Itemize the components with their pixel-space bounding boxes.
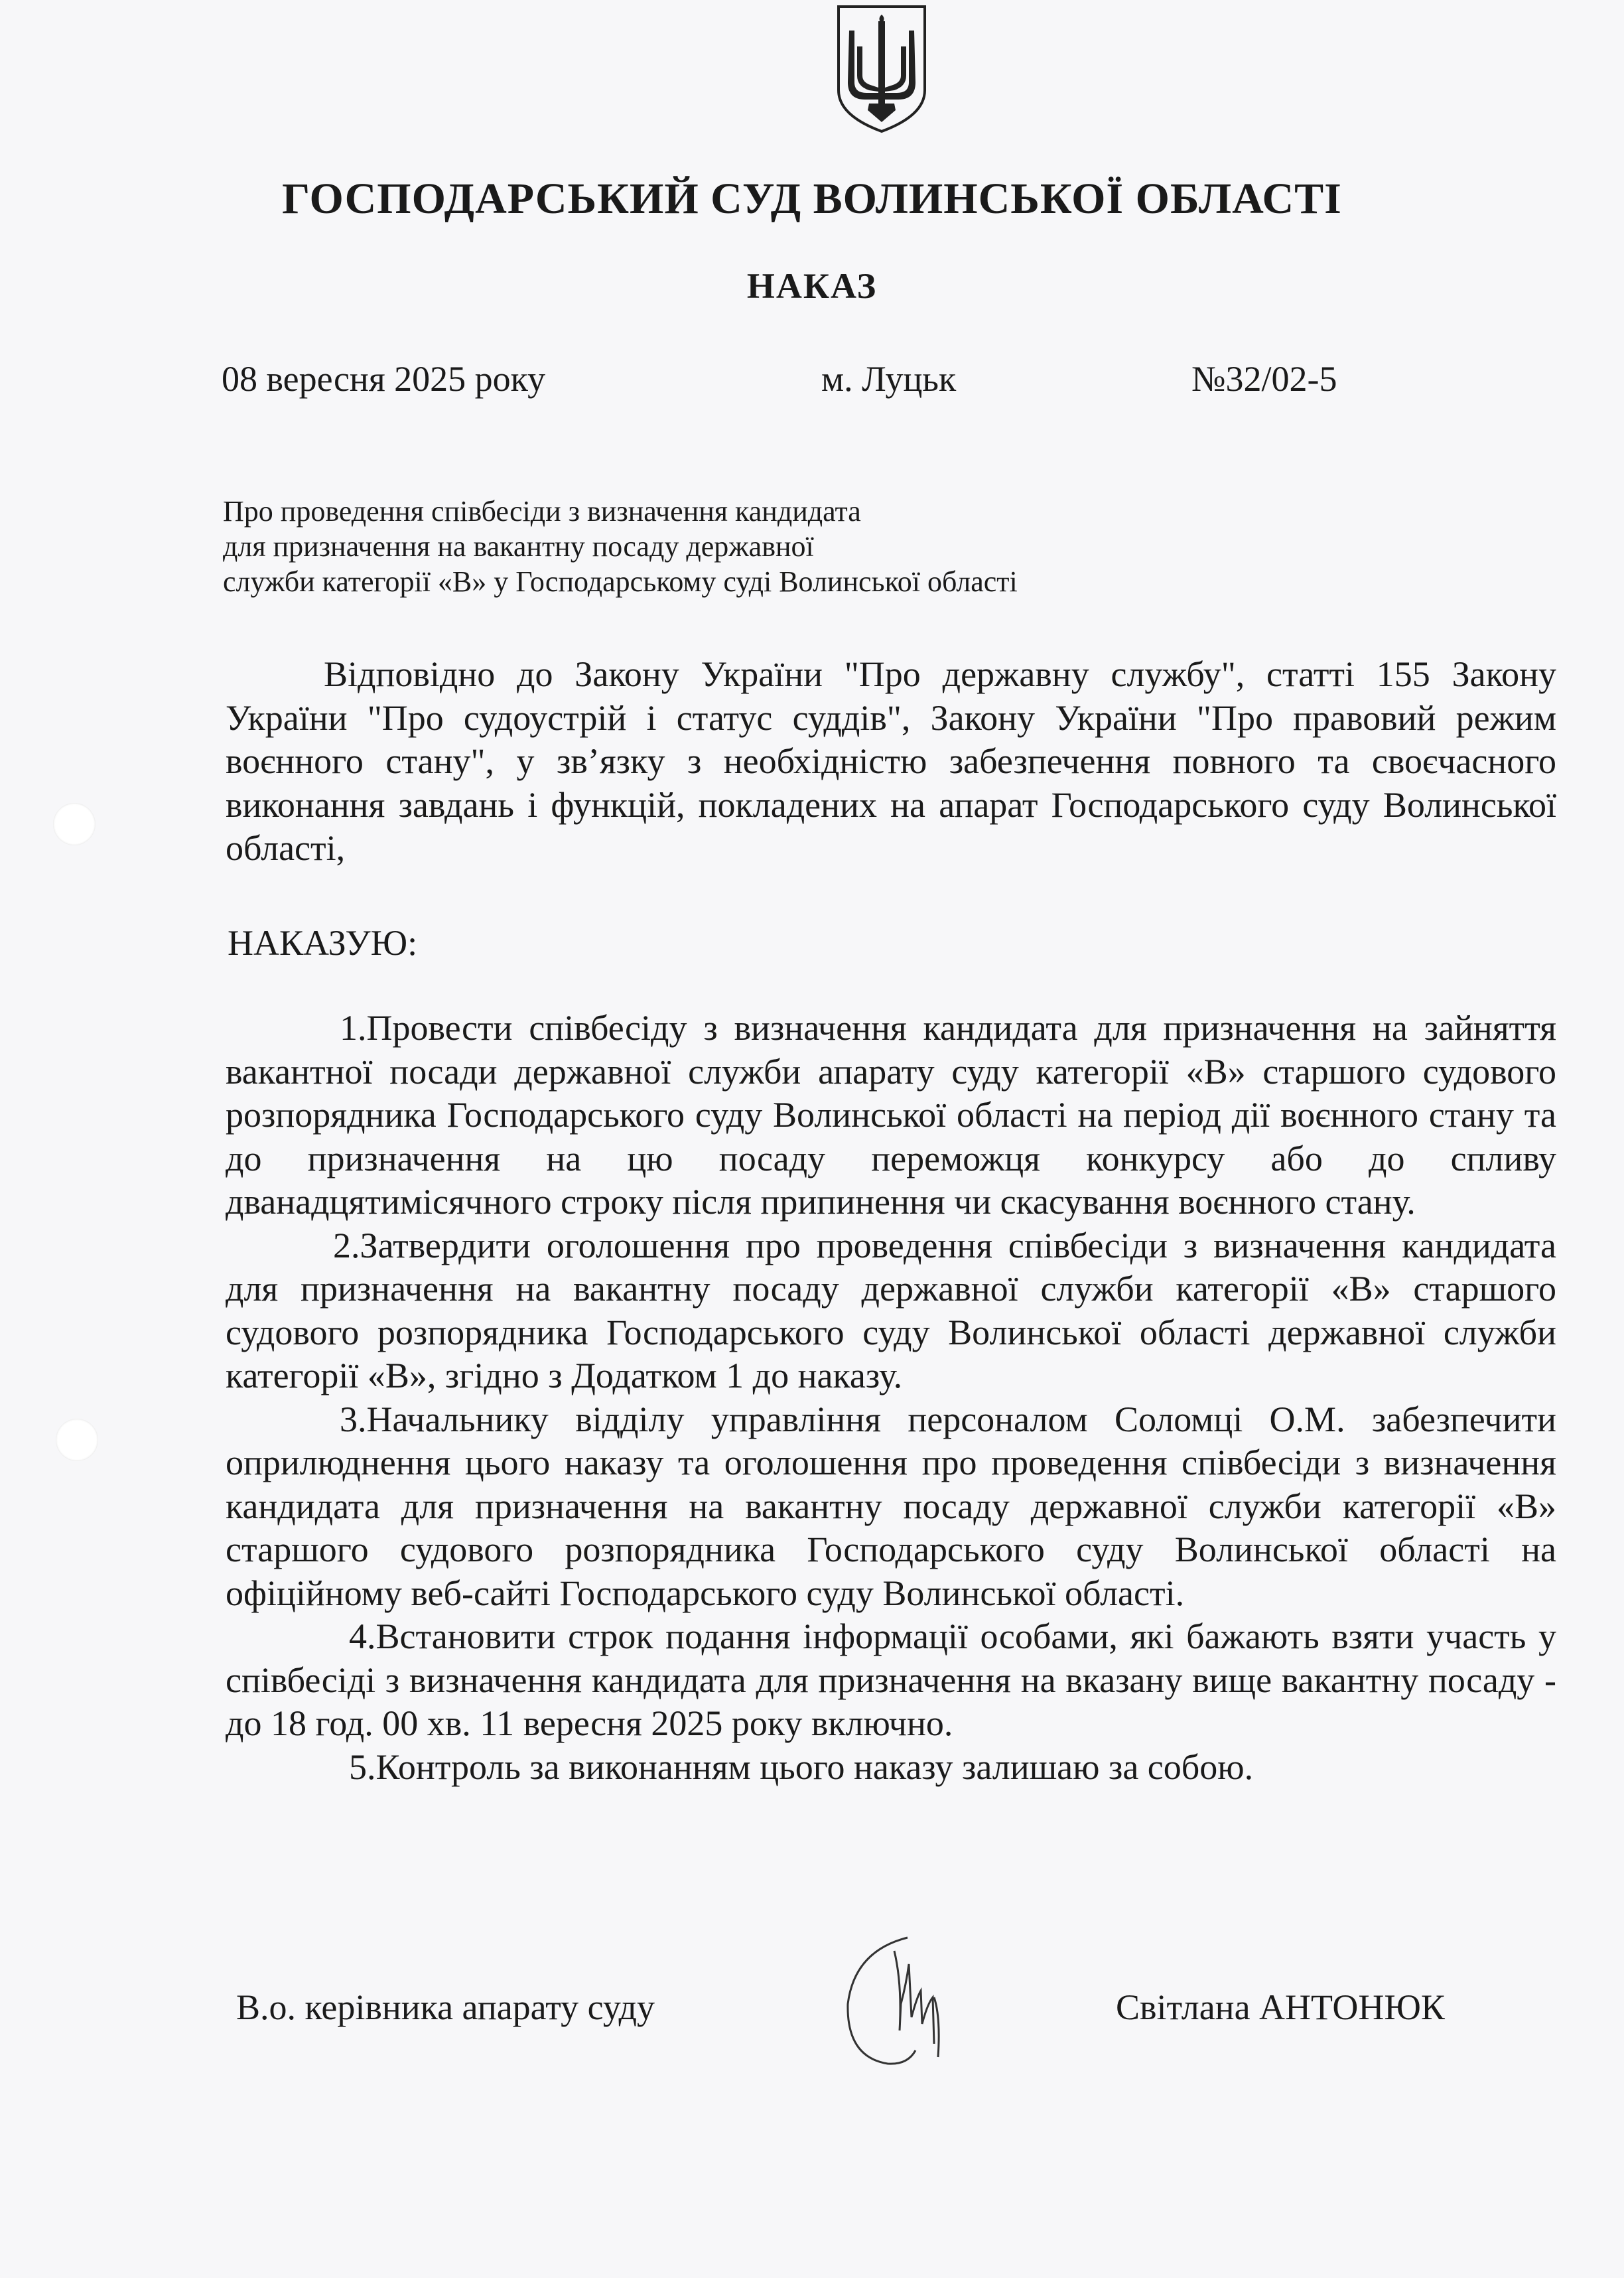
- order-subject: [223, 494, 1218, 599]
- punch-hole: [53, 803, 96, 845]
- preamble-paragraph: Відповідно до Закону України "Про державну службу", статті 155 Закону України "Про судоустрій і статус суддів", Закону України "Про правовий режим воєнного стану", у зв’язку з необхідністю забезпечення повного та своєчасного виконання завдань і функцій, покладених на апарат Господарського суду Волинської області,: [226, 654, 1556, 868]
- signatory-title: В.о. керівника апарату суду: [236, 1987, 655, 2027]
- subject-line: служби категорії «В» у Господарському суді Волинської області: [223, 565, 1018, 598]
- handwritten-signature-icon: [828, 1924, 981, 2084]
- order-word: НАКАЗУЮ:: [228, 923, 418, 963]
- punch-hole: [56, 1419, 98, 1461]
- ukraine-trident-emblem-icon: [835, 4, 929, 134]
- order-item: 5.Контроль за виконанням цього наказу залишаю за собою.: [349, 1746, 1254, 1787]
- preamble: [226, 653, 1556, 871]
- order-city: м. Луцьк: [821, 359, 957, 399]
- order-number: №32/02-5: [1191, 359, 1337, 399]
- order-item: 1.Провести співбесіду з визначення кандидата для призначення на зайняття вакантної посади державної служби апарату суду категорії «В» старшого судового розпорядника Господарського суду Волинської області на період дії воєнного стану та до призначення на цю посаду переможця конкурсу або до спливу дванадцятимісячного строку після припинення чи скасування воєнного стану.: [226, 1008, 1556, 1222]
- document-type: НАКАЗ: [746, 266, 878, 306]
- order-date: 08 вересня 2025 року: [222, 359, 546, 399]
- subject-line: Про проведення співбесіди з визначення кандидата: [223, 495, 861, 528]
- subject-line: для призначення на вакантну посаду державної: [223, 530, 814, 563]
- court-name: ГОСПОДАРСЬКИЙ СУД ВОЛИНСЬКОЇ ОБЛАСТІ: [282, 175, 1342, 223]
- order-item: 2.Затвердити оголошення про проведення співбесіди з визначення кандидата для призначення на вакантну посаду державної служби категорії «В» старшого судового розпорядника Господарського суду Волинської області державної служби категорії «В», згідно з Додатком 1 до наказу.: [226, 1225, 1556, 1395]
- order-item: 3.Начальнику відділу управління персоналом Соломці О.М. забезпечити оприлюднення цього наказу та оголошення про проведення співбесіди з визначення кандидата для призначення на вакантну посаду державної служби категорії «В» старшого судового розпорядника Господарського суду Волинської області на офіційному веб-сайті Господарського суду Волинської області.: [226, 1399, 1556, 1613]
- order-item: 4.Встановити строк подання інформації особами, які бажають взяти участь у співбесіді з визначення кандидата для призначення на вказану вище вакантну посаду - до 18 год. 00 хв. 11 вересня 2025 року включно.: [226, 1616, 1556, 1743]
- order-items: [226, 1007, 1556, 1789]
- signatory-name: Світлана АНТОНЮК: [1116, 1987, 1445, 2027]
